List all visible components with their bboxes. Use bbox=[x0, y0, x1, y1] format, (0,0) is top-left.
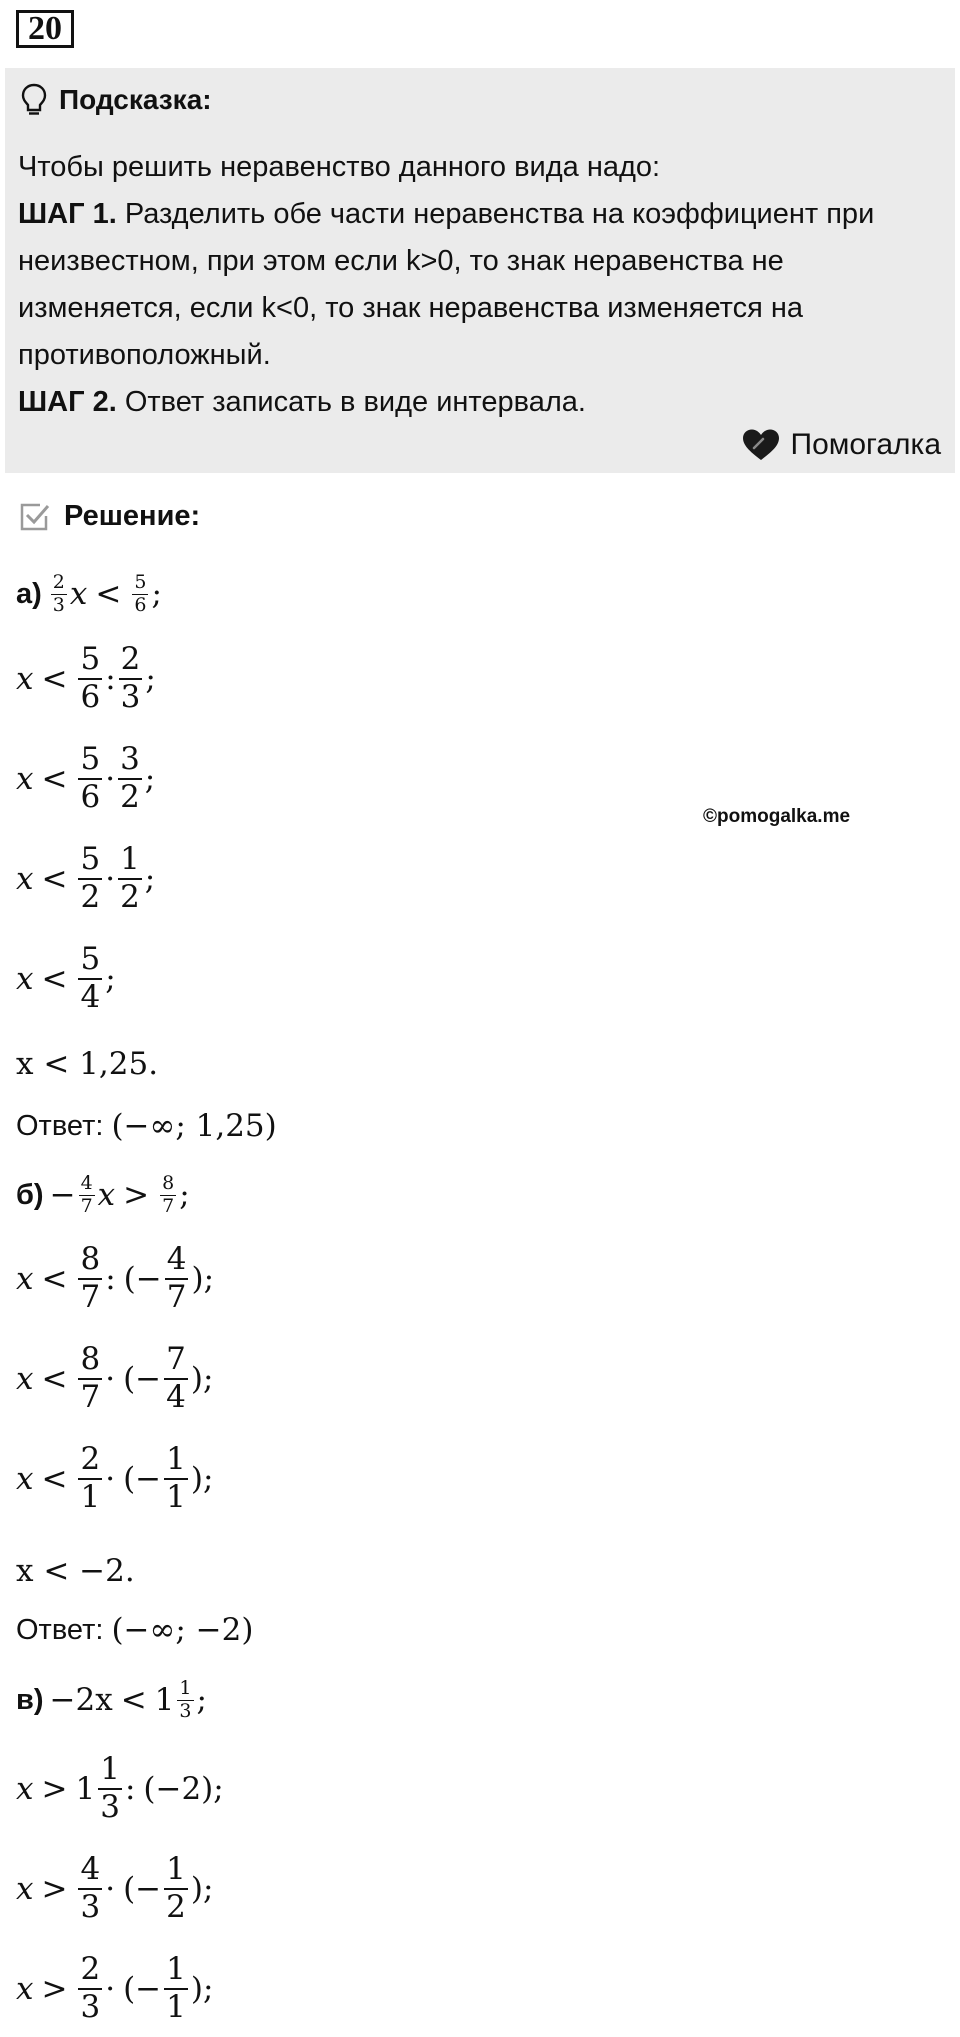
fraction: 2 3 bbox=[80, 1951, 101, 2025]
fraction: 8 7 bbox=[162, 1172, 175, 1217]
answer-value: (−∞; −2) bbox=[111, 1612, 254, 1648]
watermark: ©pomogalka.me bbox=[703, 806, 851, 827]
fraction: 7 4 bbox=[166, 1341, 186, 1415]
part-a-step-1: x < 5 6 : 2 3 ; bbox=[16, 641, 156, 715]
part-b-label: б) bbox=[16, 1178, 44, 1211]
part-b-step-2: x < 8 7 · (− 7 4 ); bbox=[16, 1341, 214, 1415]
answer-label: Ответ: bbox=[16, 1613, 104, 1646]
fraction: 2 3 bbox=[120, 641, 141, 715]
step-2-text: Ответ записать в виде интервала. bbox=[116, 386, 586, 418]
hint-step-1 bbox=[18, 191, 943, 379]
part-b-step-1: x < 8 7 : (− 4 7 ); bbox=[16, 1241, 215, 1315]
part-a-task: а) 2 3 x < 5 6 ; bbox=[16, 571, 162, 616]
part-c-step-1: x > 1 1 3 : (−2); bbox=[16, 1751, 224, 1825]
part-c-task: в) −2x < 1 1 3 ; bbox=[16, 1677, 207, 1722]
part-a-step-2: x < 5 6 · 3 2 ; bbox=[16, 741, 156, 815]
fraction: 8 7 bbox=[80, 1241, 101, 1315]
heart-icon bbox=[741, 428, 781, 462]
task-number: 20 bbox=[16, 10, 74, 48]
fraction: 5 6 bbox=[134, 571, 147, 616]
brand-badge bbox=[741, 428, 942, 462]
part-b-step-3: x < 2 1 · (− 1 1 ); bbox=[16, 1441, 214, 1515]
solution-header bbox=[18, 500, 200, 533]
part-a-step-3: x < 5 2 · 1 2 ; bbox=[16, 841, 156, 915]
hint-header bbox=[21, 80, 212, 120]
part-b-task: б) − 4 7 x > 8 7 ; bbox=[16, 1172, 190, 1217]
fraction: 8 7 bbox=[80, 1341, 101, 1415]
part-c-step-2: x > 4 3 · (− 1 2 ); bbox=[16, 1851, 214, 1925]
checkbox-icon bbox=[18, 501, 50, 533]
fraction: 4 3 bbox=[80, 1851, 101, 1925]
fraction: 1 2 bbox=[166, 1851, 186, 1925]
hint-text bbox=[18, 144, 943, 426]
part-b-answer bbox=[16, 1612, 253, 1648]
fraction: 3 2 bbox=[120, 741, 140, 815]
fraction: 5 4 bbox=[80, 941, 101, 1015]
fraction: 1 3 bbox=[179, 1677, 192, 1722]
part-b-result: x < −2. bbox=[16, 1553, 135, 1589]
part-c-label: в) bbox=[16, 1683, 44, 1716]
step-1-label: ШАГ 1. bbox=[18, 198, 117, 230]
fraction: 5 6 bbox=[80, 741, 101, 815]
lightbulb-icon bbox=[21, 83, 47, 117]
answer-label: Ответ: bbox=[16, 1109, 104, 1142]
fraction: 4 7 bbox=[166, 1241, 187, 1315]
fraction: 2 3 bbox=[52, 571, 65, 616]
part-c-step-3: x > 2 3 · (− 1 1 ); bbox=[16, 1951, 214, 2025]
part-a-answer bbox=[16, 1108, 277, 1144]
fraction: 5 6 bbox=[80, 641, 101, 715]
hint-intro: Чтобы решить неравенство данного вида надо: bbox=[18, 151, 661, 183]
hint-title: Подсказка: bbox=[59, 84, 212, 115]
hint-panel bbox=[5, 68, 955, 473]
fraction: 4 7 bbox=[80, 1172, 93, 1217]
step-1-text: Разделить обе части неравенства на коэффициент при неизвестном, при этом если k>0, то знак неравенства не изменяется, если k<0, то знак неравенства изменяется на противоположный. bbox=[18, 198, 875, 371]
fraction: 1 3 bbox=[100, 1751, 120, 1825]
step-2-label: ШАГ 2. bbox=[18, 386, 117, 418]
part-a-label: а) bbox=[16, 577, 42, 610]
fraction: 2 1 bbox=[80, 1441, 101, 1515]
fraction: 1 2 bbox=[120, 841, 140, 915]
answer-value: (−∞; 1,25) bbox=[111, 1108, 277, 1144]
hint-step-2 bbox=[18, 379, 943, 426]
fraction: 1 1 bbox=[166, 1441, 186, 1515]
part-a-step-4: x < 5 4 ; bbox=[16, 941, 116, 1015]
fraction: 5 2 bbox=[80, 841, 101, 915]
fraction: 1 1 bbox=[166, 1951, 186, 2025]
solution-title: Решение: bbox=[64, 500, 201, 532]
brand-name: Помогалка bbox=[790, 428, 941, 461]
part-a-result: x < 1,25. bbox=[16, 1046, 159, 1082]
